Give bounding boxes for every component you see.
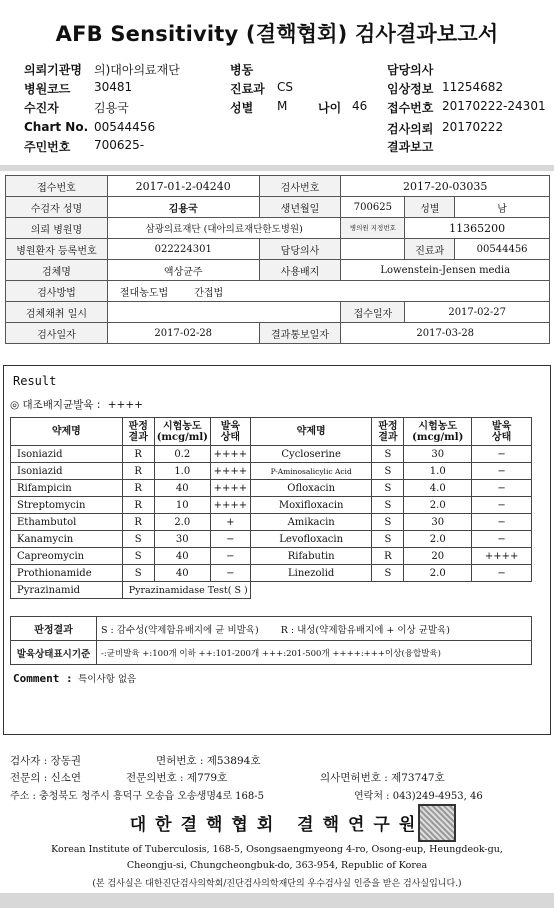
table-row: [6, 197, 550, 218]
header-label: 성별: [230, 101, 254, 115]
drug-name: Ethambutol: [11, 514, 123, 531]
table-row: [6, 302, 550, 323]
judge-s: S : 감수성(약제함유배지에 균 비발육): [101, 624, 259, 636]
table-row: [6, 281, 550, 302]
growth-status: −: [210, 548, 250, 565]
concentration: 10: [154, 497, 210, 514]
growth-status: −: [472, 531, 532, 548]
table-row: [6, 323, 550, 344]
control-growth-value: ++++: [107, 399, 143, 411]
judgement: S: [372, 480, 404, 497]
organization-name: 대한결핵협회 결핵연구원: [129, 815, 425, 835]
judgement: S: [122, 565, 154, 582]
growth-status: −: [472, 514, 532, 531]
info-label: 접수일자: [341, 302, 405, 323]
header-field-doctor: [387, 61, 433, 78]
pza-label: Pyrazinamid: [11, 582, 123, 599]
growth-status: −: [472, 446, 532, 463]
drug-name: Capreomycin: [11, 548, 123, 565]
drug-name: Rifabutin: [250, 548, 372, 565]
drug-name: Rifampicin: [11, 480, 123, 497]
table-row: [11, 641, 532, 665]
header-field-report-date: [387, 138, 433, 155]
growth-status: −: [210, 531, 250, 548]
info-label: 검사일자: [6, 323, 108, 344]
collection-time: [107, 302, 341, 323]
info-label: 사용배지: [259, 260, 341, 281]
concentration: 40: [154, 480, 210, 497]
drug-name: Amikacin: [250, 514, 372, 531]
judgement: S: [372, 565, 404, 582]
contact: 연락처 : 043)249-4953, 46: [354, 791, 483, 802]
table-header-row: [11, 418, 532, 446]
header-value: 의)대아의료재단: [94, 63, 180, 77]
header-label: 검사의뢰: [387, 122, 434, 136]
info-label: 진료과: [405, 239, 455, 260]
growth-status: −: [210, 565, 250, 582]
registration-number: 022224301: [107, 239, 259, 260]
concentration: 40: [154, 548, 210, 565]
header-field-hospital-code: [24, 80, 133, 97]
info-label: 접수번호: [6, 176, 108, 197]
received-date: 2017-02-27: [405, 302, 550, 323]
header-label: 진료과: [230, 82, 265, 96]
growth-status: ++++: [472, 548, 532, 565]
judgement: S: [372, 446, 404, 463]
header-field-department: [230, 80, 293, 97]
receipt-number: 2017-01-2-04240: [107, 176, 259, 197]
specimen-value: 액상균주: [107, 260, 259, 281]
growth-status: −: [472, 480, 532, 497]
header-value: 00544456: [94, 120, 156, 134]
info-label: 결과통보일자: [259, 323, 341, 344]
info-label: 병의원 지정번호: [341, 218, 405, 239]
comment-text: 특이사항 없음: [78, 674, 137, 685]
table-row: [11, 514, 532, 531]
growth-status: ++++: [210, 497, 250, 514]
header-field-accession-no: [387, 99, 546, 116]
drug-name: P-Aminosalicylic Acid: [250, 463, 372, 480]
drug-name: Prothionamide: [11, 565, 123, 582]
header-field-resident-no: [24, 138, 145, 155]
footer-divider: [0, 893, 554, 908]
comment: [13, 671, 136, 685]
judgement: S: [372, 463, 404, 480]
medium-value: Lowenstein-Jensen media: [341, 260, 550, 281]
column-header: 발육 상태: [210, 418, 250, 446]
growth-status: −: [472, 463, 532, 480]
header-field-patient: [24, 99, 129, 116]
info-label: 생년월일: [259, 197, 341, 218]
method-indirect: 간접법: [194, 287, 224, 299]
info-label: 의뢰 병원명: [6, 218, 108, 239]
info-label: 수검자 성명: [6, 197, 108, 218]
header-field-ward: [230, 61, 253, 78]
comment-label: Comment :: [13, 672, 73, 685]
certification-note: (본 검사실은 대한진단검사의학회/진단검사의학재단의 우수검사실 인증을 받은 검사실입니다.): [92, 879, 462, 889]
specimen-info-table: [5, 175, 550, 344]
report-title: AFB Sensitivity (결핵협회) 검사결과보고서: [55, 22, 499, 46]
examiner: 검사자 : 장동권: [10, 755, 82, 767]
judge-r: R : 내성(약제함유배지에 + 이상 균발육): [280, 624, 450, 636]
concentration: 40: [154, 565, 210, 582]
info-label: 검체채취 일시: [6, 302, 108, 323]
department-value: 00544456: [455, 239, 550, 260]
header-divider: [0, 165, 554, 171]
header-value: 700625-: [94, 138, 145, 152]
physician-license: 의사면허번호 : 제73747호: [320, 772, 445, 784]
header-value: 11254682: [442, 80, 504, 94]
test-number: 2017-20-03035: [341, 176, 550, 197]
column-header: 약제명: [11, 418, 123, 446]
header-label: Chart No.: [24, 120, 89, 134]
info-label: 성별: [405, 197, 455, 218]
growth-status: ++++: [210, 480, 250, 497]
column-header: 시험농도 (mcg/ml): [154, 418, 210, 446]
judgement: R: [122, 463, 154, 480]
examiner-license: 면허번호 : 제53894호: [156, 755, 261, 767]
growth-label: 발육상태표시기준: [11, 641, 97, 665]
header-value: 20170222-24301: [442, 99, 546, 113]
method-value: [107, 281, 549, 302]
address: 주소 : 충청북도 청주시 흥덕구 오송읍 오송생명4로 168-5: [10, 791, 265, 802]
drug-name: Isoniazid: [11, 446, 123, 463]
header-field-clinical-info: [387, 80, 504, 97]
table-row: [6, 260, 550, 281]
test-date: 2017-02-28: [107, 323, 259, 344]
info-label: 검체명: [6, 260, 108, 281]
judgement: S: [372, 514, 404, 531]
control-growth-label: ◎ 대조배지균발육 :: [10, 399, 101, 411]
growth-status: ++++: [210, 463, 250, 480]
growth-status: +: [210, 514, 250, 531]
drug-name: Ofloxacin: [250, 480, 372, 497]
pza-value: Pyrazinamidase Test( S ): [122, 582, 250, 599]
info-label: 병원환자 등록번호: [6, 239, 108, 260]
header-value: M: [277, 99, 288, 113]
header-field-institution: [24, 61, 180, 78]
drug-name: Kanamycin: [11, 531, 123, 548]
concentration: 2.0: [404, 565, 472, 582]
result-heading: Result: [13, 374, 57, 388]
header-label: 병원코드: [24, 82, 71, 96]
growth-status: ++++: [210, 446, 250, 463]
header-field-sex: [230, 99, 288, 116]
concentration: 30: [154, 531, 210, 548]
header-label: 수진자: [24, 101, 59, 115]
header-label: 나이: [318, 101, 342, 115]
info-label: 검사방법: [6, 281, 108, 302]
info-label: 검사번호: [259, 176, 341, 197]
drug-name: Linezolid: [250, 565, 372, 582]
patient-name: 김용국: [107, 197, 259, 218]
specialist-number: 전문의번호 : 제779호: [126, 772, 228, 784]
drug-name: Isoniazid: [11, 463, 123, 480]
judgement: R: [122, 480, 154, 497]
table-row: [11, 565, 532, 582]
growth-status: −: [472, 497, 532, 514]
header-value: CS: [277, 80, 293, 94]
org-address-en-1: Korean Institute of Tuberculosis, 168-5, Osongsaengmyeong 4-ro, Osong-eup, Heungdeok-gu,: [51, 844, 503, 855]
header-label: 임상정보: [387, 82, 434, 96]
concentration: 2.0: [404, 497, 472, 514]
growth-text: -:균비발육 +:100개 이하 ++:101-200개 +++:201-500개 ++++:+++이상(융합발육): [97, 641, 532, 665]
table-row: [11, 531, 532, 548]
legend-table: [10, 616, 532, 665]
concentration: 30: [404, 446, 472, 463]
column-header: 판정 결과: [372, 418, 404, 446]
header-label: 결과보고: [387, 140, 434, 154]
control-growth: [10, 397, 143, 412]
concentration: 20: [404, 548, 472, 565]
info-label: 담당의사: [259, 239, 341, 260]
table-row: [11, 497, 532, 514]
header-field-chart-no: [24, 120, 156, 134]
judgement: S: [122, 531, 154, 548]
drug-name: Moxifloxacin: [250, 497, 372, 514]
header-label: 주민번호: [24, 140, 71, 154]
table-row: [6, 218, 550, 239]
column-header: 발육 상태: [472, 418, 532, 446]
header-value: 김용국: [94, 101, 129, 115]
column-header: 약제명: [250, 418, 372, 446]
table-row: [11, 617, 532, 641]
concentration: 4.0: [404, 480, 472, 497]
drug-name: Streptomycin: [11, 497, 123, 514]
judgement: S: [122, 548, 154, 565]
judge-text: [97, 617, 532, 641]
report-date: 2017-03-28: [341, 323, 550, 344]
date-of-birth: 700625: [341, 197, 405, 218]
header-label: 의뢰기관명: [24, 63, 82, 77]
judge-label: 판정결과: [11, 617, 97, 641]
method-absolute: 절대농도법: [119, 287, 169, 299]
concentration: 0.2: [154, 446, 210, 463]
growth-status: −: [472, 565, 532, 582]
header-label: 담당의사: [387, 63, 434, 77]
concentration: 1.0: [154, 463, 210, 480]
table-row: [11, 480, 532, 497]
judgement: R: [372, 548, 404, 565]
sensitivity-table: [10, 417, 532, 599]
header-field-age: [318, 99, 368, 116]
header-value: 30481: [94, 80, 133, 94]
column-header: 시험농도 (mcg/ml): [404, 418, 472, 446]
specialist: 전문의 : 신소연: [10, 772, 82, 784]
hospital-name: 삼광의료재단 (대아의료재단한도병원): [107, 218, 341, 239]
concentration: 30: [404, 514, 472, 531]
judgement: R: [122, 446, 154, 463]
drug-name: Levofloxacin: [250, 531, 372, 548]
judgement: S: [372, 497, 404, 514]
table-row: [6, 239, 550, 260]
judgement: S: [372, 531, 404, 548]
header-value: 46: [352, 99, 368, 113]
table-row: [11, 548, 532, 565]
hospital-code: 11365200: [405, 218, 550, 239]
judgement: R: [122, 514, 154, 531]
concentration: 1.0: [404, 463, 472, 480]
table-row: [11, 446, 532, 463]
header-label: 접수번호: [387, 101, 434, 115]
org-address-en-2: Cheongju-si, Chungcheongbuk-do, 363-954, Republic of Korea: [126, 860, 428, 871]
drug-name: Cycloserine: [250, 446, 372, 463]
doctor-value: [341, 239, 405, 260]
header-value: 20170222: [442, 120, 504, 134]
table-row: [11, 582, 532, 599]
table-row: [6, 176, 550, 197]
judgement: R: [122, 497, 154, 514]
concentration: 2.0: [154, 514, 210, 531]
sex-value: 남: [455, 197, 550, 218]
header-field-request-date: [387, 120, 504, 137]
column-header: 판정 결과: [122, 418, 154, 446]
header-label: 병동: [230, 63, 254, 77]
concentration: 2.0: [404, 531, 472, 548]
table-row: [11, 463, 532, 480]
